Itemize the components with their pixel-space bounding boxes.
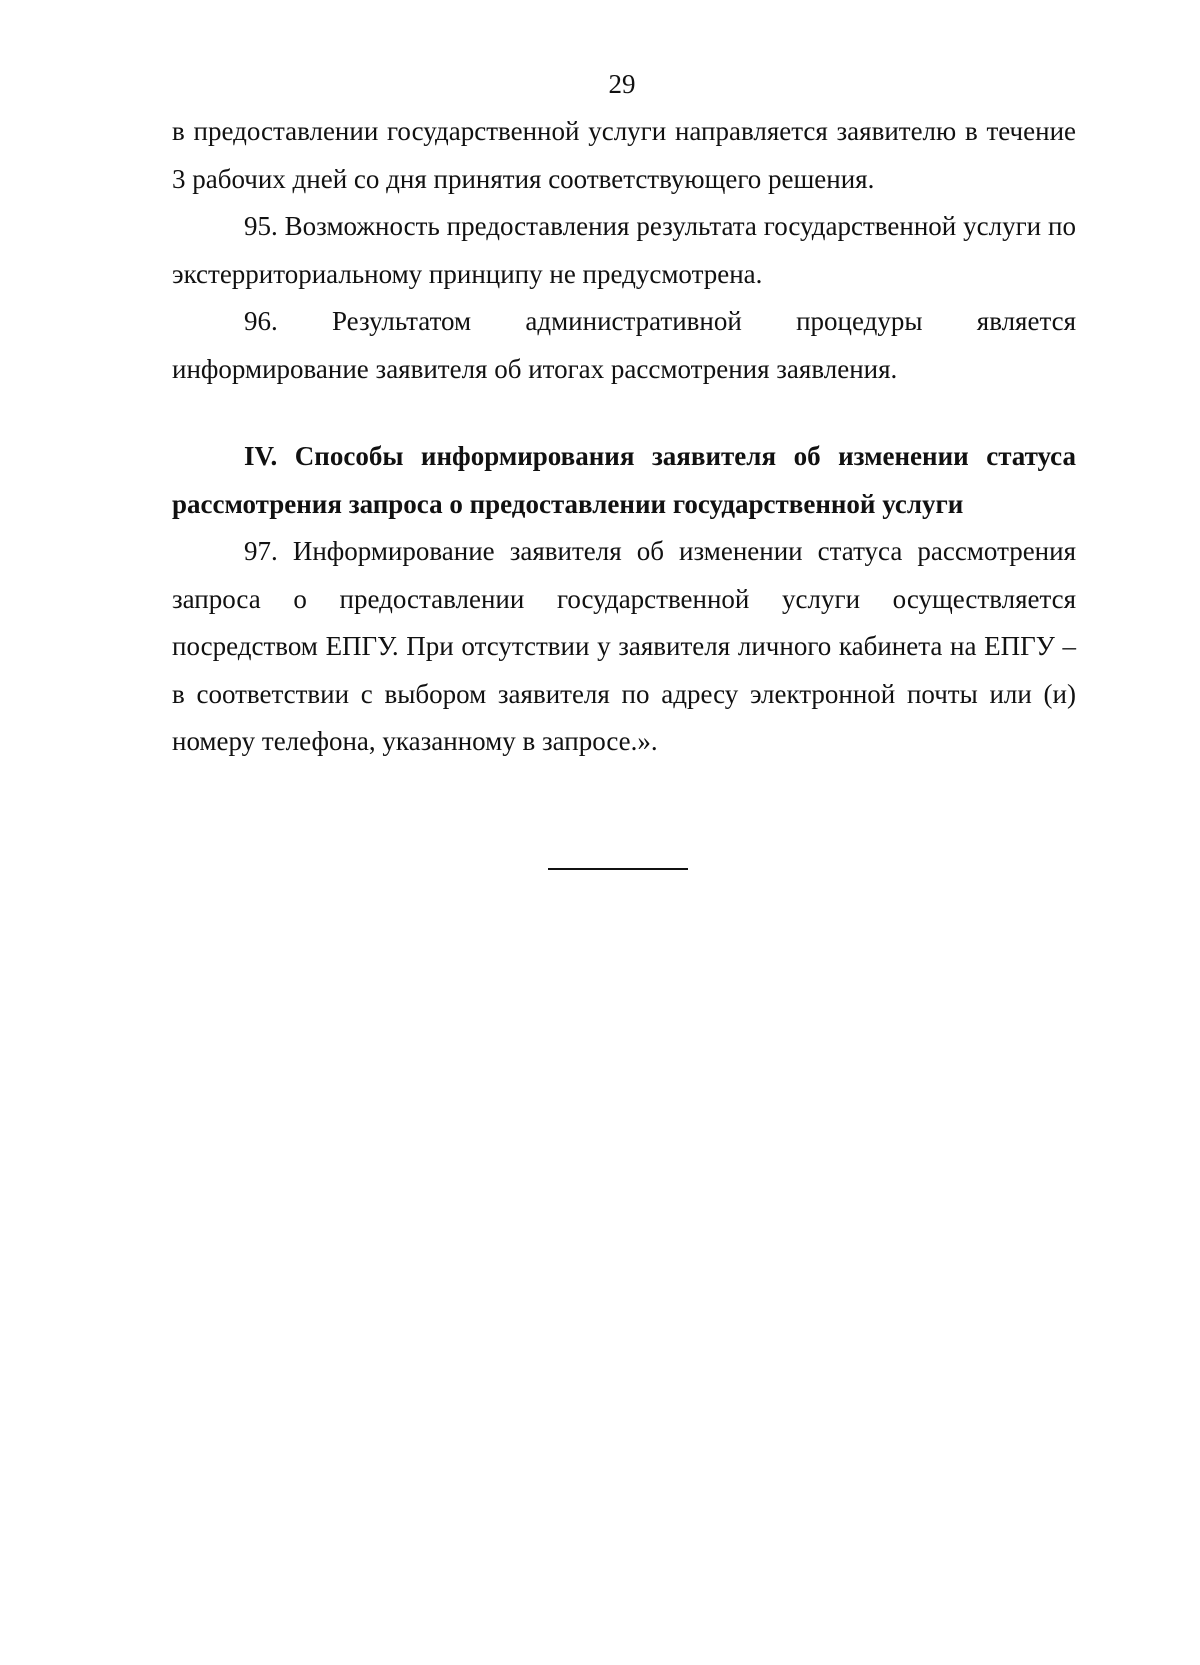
paragraph-97: 97. Информирование заявителя об изменении статуса рассмотрения запроса о предоставлении государственной услуги осуществляется посредством ЕПГУ. При отсутствии у заявителя личного кабинета на ЕПГУ – в соответствии с выбором заявителя по адресу электронной почты или (и) номеру телефона, указанному в запросе.». xyxy=(172,536,1076,756)
paragraph-96-line-2: информирование заявителя об итогах рассмотрения заявления. xyxy=(172,353,898,384)
section-heading: IV. Способы информирования заявителя об изменении статуса рассмотрения запроса о предоставлении государственной услуги xyxy=(172,441,1076,519)
paragraph-continuation: в предоставлении государственной услуги направляется заявителю в течение 3 рабочих дней со дня принятия соответствующего решения. xyxy=(172,116,1076,194)
closing-rule xyxy=(548,868,688,870)
paragraph-96-line-1: 96. Результатом административной процедуры является xyxy=(244,306,1076,336)
document-body xyxy=(172,108,1076,766)
page-number: 29 xyxy=(608,69,636,99)
paragraph-95: 95. Возможность предоставления результата государственной услуги по экстерриториальному принципу не предусмотрена. xyxy=(172,211,1076,289)
